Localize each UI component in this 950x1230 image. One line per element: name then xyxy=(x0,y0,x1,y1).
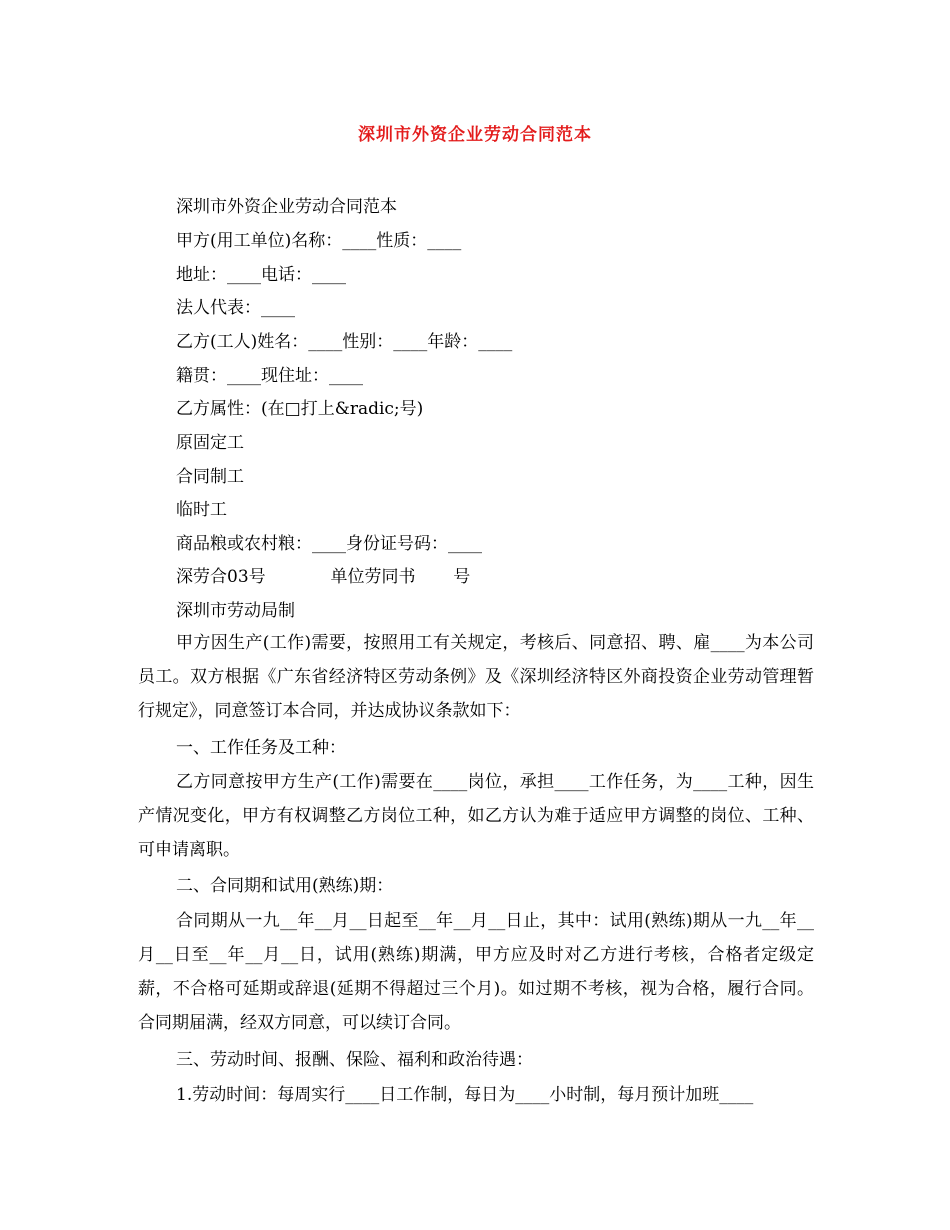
paragraph-section-2-body: 合同期从一九__年__月__日起至__年__月__日止，其中：试用(熟练)期从一九__年__月__日至__年__月__日，试用(熟练)期满，甲方应及时对乙方进行考核，合格者定级定薪，不合格可延期或辞退(延期不得超过三个月)。如过期不考核，视为合格，履行合同。合同期届满，经双方同意，可以续订合同。 xyxy=(138,911,814,1033)
header-line-doc-name: 深圳市外资企业劳动合同范本 xyxy=(176,197,397,217)
header-line-party-a: 甲方(用工单位)名称：____性质：____ xyxy=(176,231,462,251)
header-line-native-place: 籍贯：____现住址：____ xyxy=(176,366,363,386)
header-line-issuer: 深圳市劳动局制 xyxy=(176,601,295,621)
document-title: 深圳市外资企业劳动合同范本 xyxy=(358,125,592,145)
paragraph-section-1-body: 乙方同意按甲方生产(工作)需要在____岗位，承担____工作任务，为____工种，因生产情况变化，甲方有权调整乙方岗位工种，如乙方认为难于适应甲方调整的岗位、工种、可申请离职。 xyxy=(138,772,814,860)
header-line-party-b-type: 乙方属性：(在□打上&radic;号) xyxy=(176,399,424,419)
header-line-fixed-worker: 原固定工 xyxy=(176,433,244,453)
header-line-party-b: 乙方(工人)姓名：____性别：____年龄：____ xyxy=(176,332,513,352)
paragraph-section-1-heading: 一、工作任务及工种： xyxy=(176,738,346,758)
header-line-contract-number: 深劳合03号 单位劳同书 号 xyxy=(176,567,471,587)
header-line-address: 地址：____电话：____ xyxy=(176,265,346,285)
paragraph-section-2-heading: 二、合同期和试用(熟练)期： xyxy=(176,876,394,896)
paragraph-section-3-heading: 三、劳动时间、报酬、保险、福利和政治待遇： xyxy=(176,1050,533,1070)
header-line-id-number: 商品粮或农村粮：____身份证号码：____ xyxy=(176,534,482,554)
paragraph-section-3-item-1: 1.劳动时间：每周实行____日工作制，每日为____小时制，每月预计加班____ xyxy=(176,1085,754,1105)
header-line-temp-worker: 临时工 xyxy=(176,500,227,520)
paragraph-preamble: 甲方因生产(工作)需要，按照用工有关规定，考核后、同意招、聘、雇____为本公司员工。双方根据《广东省经济特区劳动条例》及《深圳经济特区外商投资企业劳动管理暂行规定》，同意签订本合同，并达成协议条款如下： xyxy=(138,633,814,721)
header-line-legal-rep: 法人代表：____ xyxy=(176,298,295,318)
header-line-contract-worker: 合同制工 xyxy=(176,467,244,487)
